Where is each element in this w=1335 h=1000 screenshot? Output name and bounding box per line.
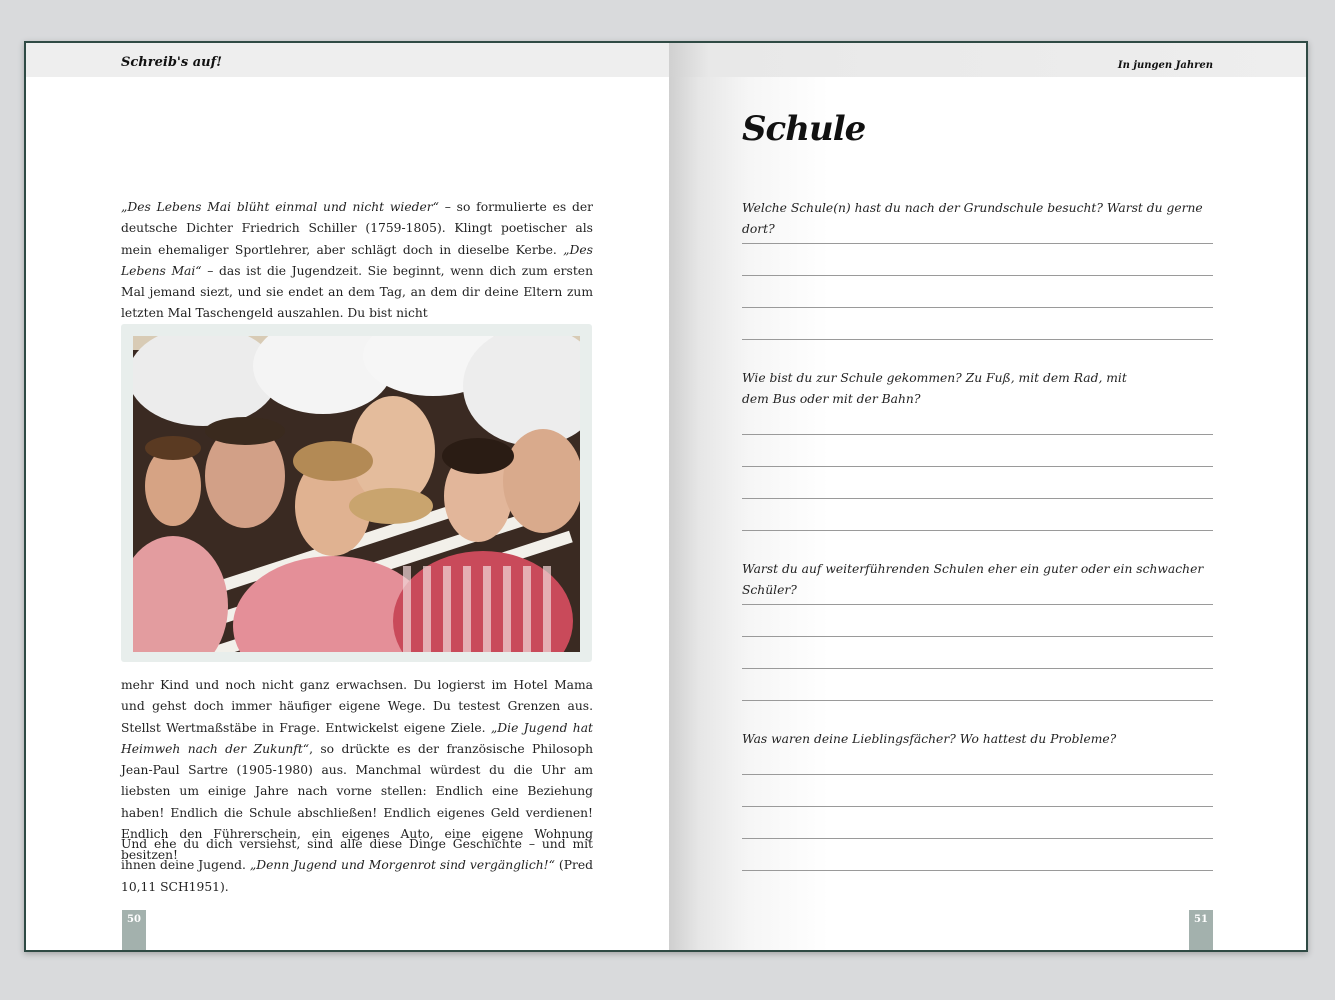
question-1: Welche Schule(n) hast du nach der Grundschule besucht? Warst du gerne dort? [742, 201, 1203, 236]
group-photo [133, 336, 580, 652]
right-page [669, 43, 1308, 950]
answer-line[interactable] [742, 870, 1213, 871]
answer-line[interactable] [742, 700, 1213, 701]
answer-line[interactable] [742, 774, 1213, 775]
paragraph-3: Und ehe du dich versiehst, sind alle diese Dinge Geschichte – und mit ihnen deine Jugend. „Denn Jugend und Morgenrot sind vergänglich!“ (Pred 10,11 SCH1951). [121, 837, 593, 894]
answer-line[interactable] [742, 806, 1213, 807]
section-title: Schule [742, 109, 866, 149]
answer-line[interactable] [742, 604, 1213, 605]
answer-line[interactable] [742, 498, 1213, 499]
answer-line[interactable] [742, 530, 1213, 531]
question-3: Warst du auf weiterführenden Schulen eher ein guter oder ein schwacher Schüler? [742, 562, 1204, 597]
answer-line[interactable] [742, 339, 1213, 340]
running-head: In jungen Jahren [1117, 60, 1213, 71]
photo-frame [121, 324, 592, 662]
answer-line[interactable] [742, 466, 1213, 467]
page-number-right: 51 [1189, 910, 1213, 950]
answer-line[interactable] [742, 838, 1213, 839]
question-4: Was waren deine Lieblingsfächer? Wo hattest du Probleme? [742, 732, 1117, 746]
answer-line[interactable] [742, 307, 1213, 308]
answer-line[interactable] [742, 275, 1213, 276]
answer-line[interactable] [742, 636, 1213, 637]
brand-logo: Schreib's auf! [121, 55, 222, 70]
paragraph-1: „Des Lebens Mai blüht einmal und nicht wieder“ – so formulierte es der deutsche Dichter Friedrich Schiller (1759-1805). Klingt poetischer als mein ehemaliger Sportlehrer, aber schlägt doch in dieselbe Kerbe. „Des Lebens Mai“ – das ist die Jugendzeit. Sie beginnt, wenn dich zum ersten Mal jemand siezt, und sie endet an dem Tag, an dem dir deine Eltern zum letzten Mal Taschengeld auszahlen. Du bist nicht [121, 200, 594, 321]
answer-line[interactable] [742, 668, 1213, 669]
open-book [24, 41, 1308, 952]
left-page [26, 43, 669, 950]
answer-line[interactable] [742, 434, 1213, 435]
question-2: Wie bist du zur Schule gekommen? Zu Fuß, mit dem Rad, mit dem Bus oder mit der Bahn? [742, 371, 1127, 406]
paragraph-2: mehr Kind und noch nicht ganz erwachsen. Du logierst im Hotel Mama und gehst doch immer häufiger eigene Wege. Du testest Grenzen aus. Stellst Wertmaßstäbe in Frage. Entwickelst eigene Ziele. „Die Jugend hat Heimweh nach der Zukunft“, so drückte es der französische Philosoph Jean-Paul Sartre (1905-1980) aus. Manchmal würdest du die Uhr am liebsten um einige Jahre nach vorne stellen: Endlich eine Beziehung haben! Endlich die Schule abschließen! Endlich eigenes Geld verdienen! Endlich den Führerschein, ein eigenes Auto, eine eigene Wohnung besitzen! [121, 678, 593, 863]
answer-line[interactable] [742, 243, 1213, 244]
page-number-left: 50 [122, 910, 146, 950]
